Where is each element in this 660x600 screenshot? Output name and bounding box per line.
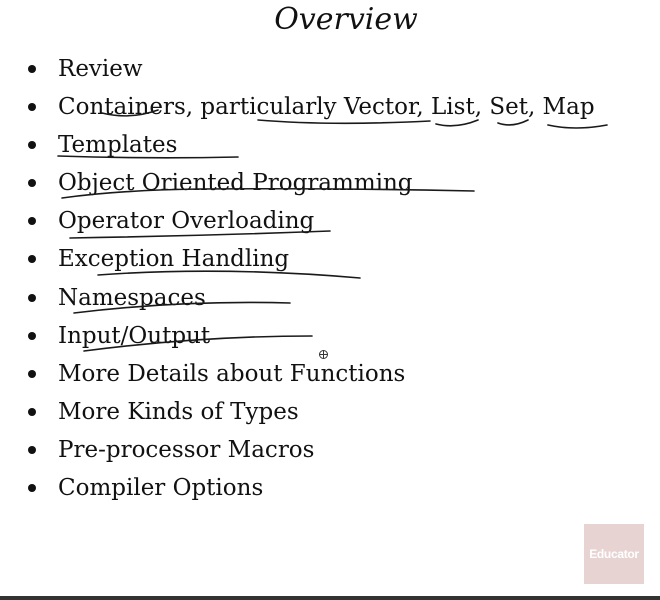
item-kinds-of-types: More Kinds of Types bbox=[58, 398, 299, 425]
educator-logo: Educator bbox=[584, 524, 644, 584]
bullet-dot-icon bbox=[28, 255, 36, 263]
bullet-dot-icon bbox=[28, 408, 36, 416]
bullet-dot-icon bbox=[28, 141, 36, 149]
item-functions: More Details about Functions bbox=[58, 360, 406, 387]
item-operator-overloading: Operator Overloading bbox=[58, 208, 315, 235]
slide-title: Overview bbox=[274, 2, 418, 37]
bullet-dot-icon bbox=[28, 103, 36, 111]
item-oop: Object Oriented Programming bbox=[58, 170, 413, 197]
item-containers: Containers, particularly Vector, List, Set, Map bbox=[58, 94, 595, 121]
bullet-dot-icon bbox=[28, 332, 36, 340]
item-preprocessor-macros: Pre-processor Macros bbox=[58, 436, 315, 463]
bullet-dot-icon bbox=[28, 446, 36, 454]
cursor-crosshair-icon bbox=[319, 350, 328, 359]
item-exception-handling: Exception Handling bbox=[58, 246, 290, 273]
bullet-dot-icon bbox=[28, 294, 36, 302]
item-templates: Templates bbox=[58, 132, 178, 159]
bullet-dot-icon bbox=[28, 370, 36, 378]
item-input-output: Input/Output bbox=[58, 322, 211, 349]
item-compiler-options: Compiler Options bbox=[58, 475, 264, 502]
bullet-dot-icon bbox=[28, 484, 36, 492]
item-review: Review bbox=[58, 56, 143, 82]
bullet-dot-icon bbox=[28, 217, 36, 225]
item-namespaces: Namespaces bbox=[58, 284, 206, 311]
bottom-border bbox=[0, 596, 660, 600]
bullet-dot-icon bbox=[28, 179, 36, 187]
bullet-dot-icon bbox=[28, 65, 36, 73]
